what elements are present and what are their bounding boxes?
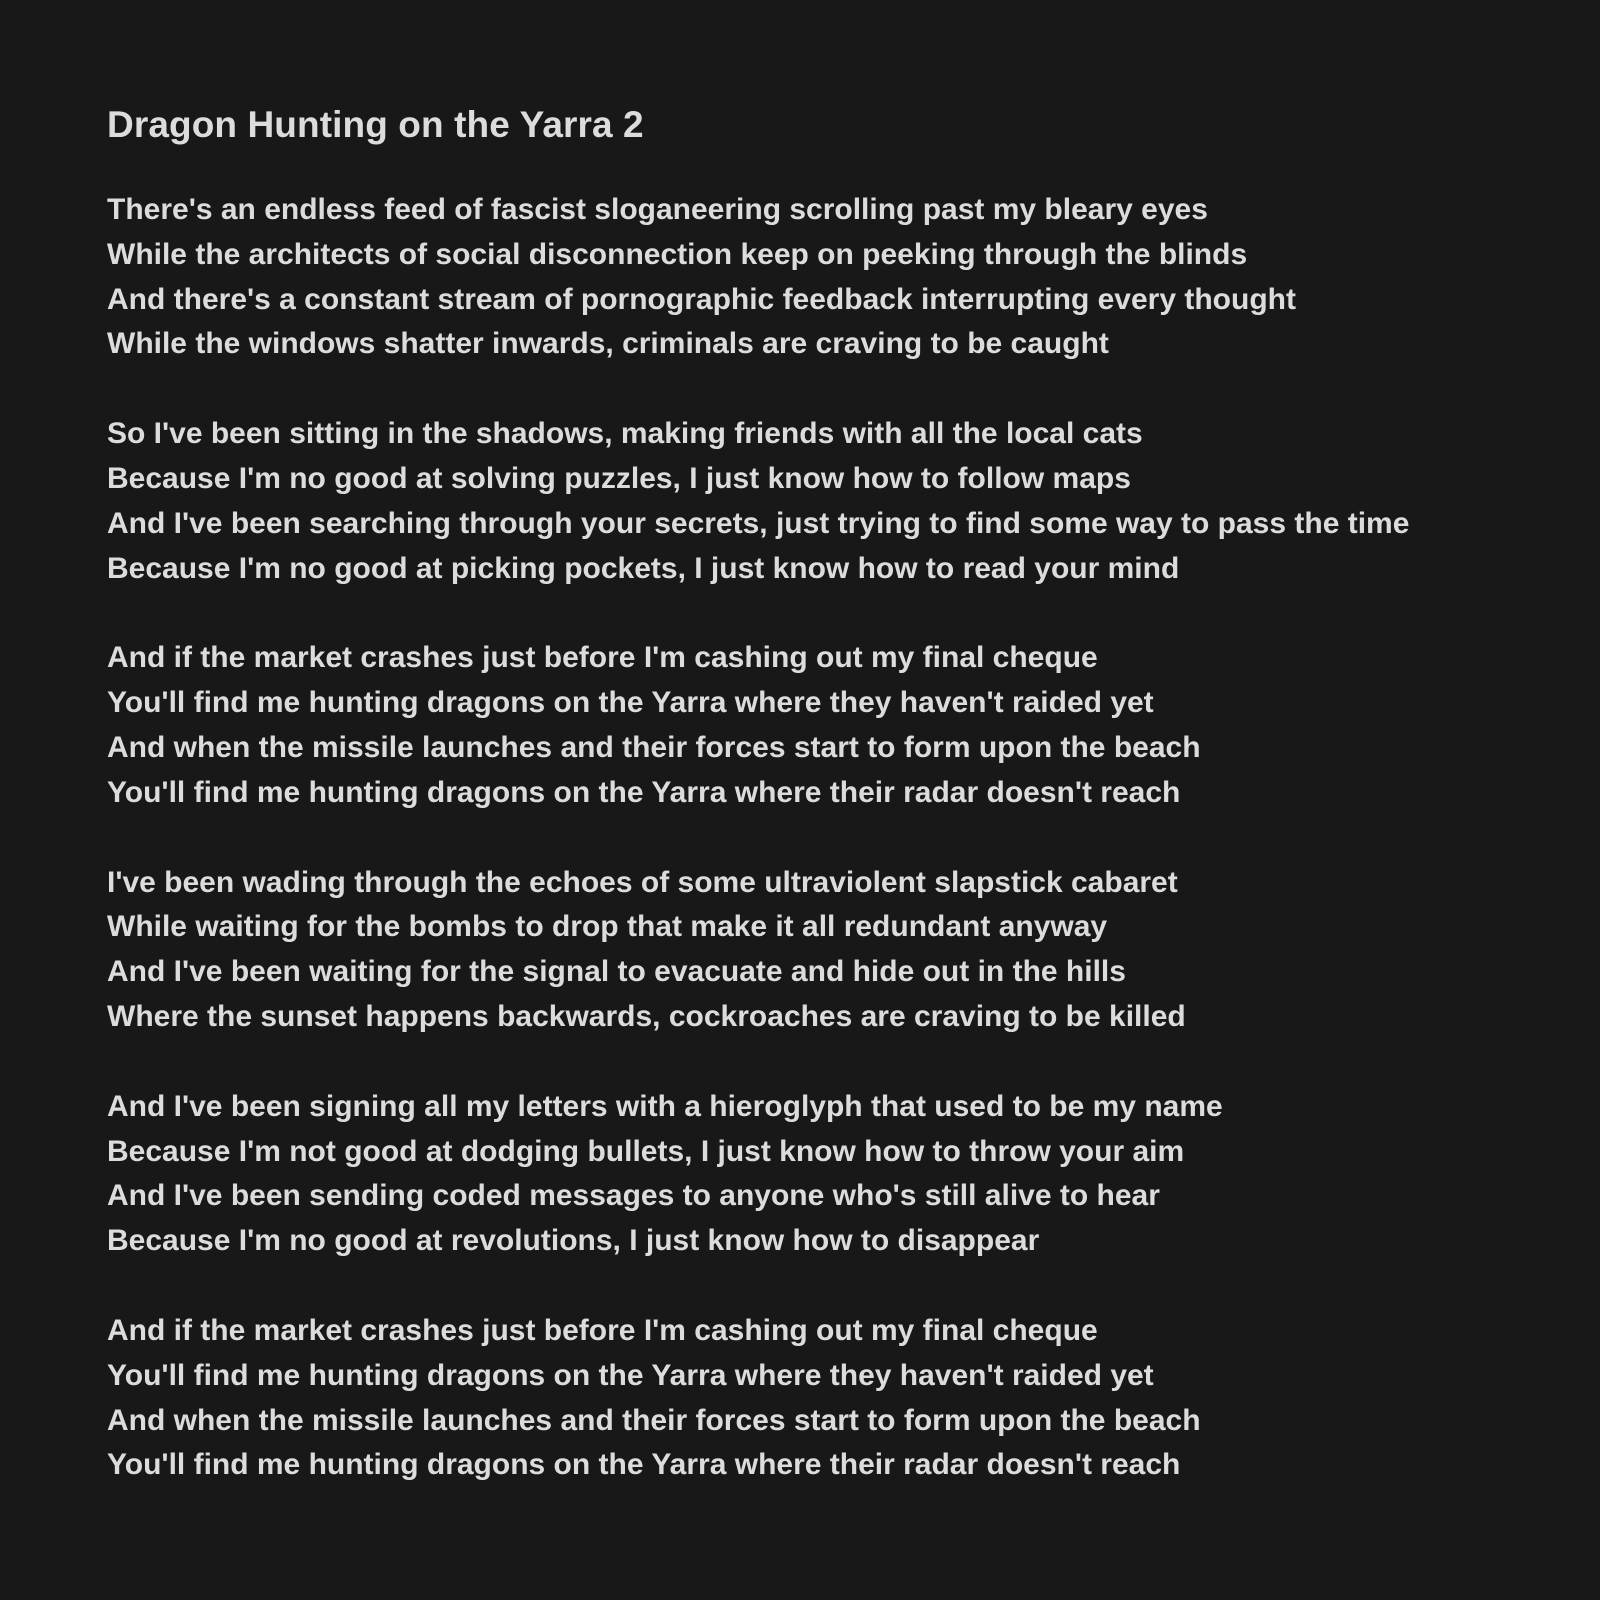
lyric-line: And when the missile launches and their forces start to form upon the beach — [107, 730, 1201, 764]
lyric-line: I've been wading through the echoes of some ultraviolent slapstick cabaret — [107, 865, 1178, 899]
stanza-3-chorus — [107, 636, 1600, 815]
lyric-line: And there's a constant stream of pornographic feedback interrupting every thought — [107, 282, 1296, 316]
lyric-line: So I've been sitting in the shadows, making friends with all the local cats — [107, 417, 1143, 451]
stanza-2 — [107, 412, 1600, 591]
lyric-line: You'll find me hunting dragons on the Yarra where their radar doesn't reach — [107, 1448, 1181, 1482]
poem-title: Dragon Hunting on the Yarra 2 — [107, 104, 644, 145]
lyric-line: Because I'm no good at solving puzzles, I just know how to follow maps — [107, 461, 1131, 495]
lyric-line: And I've been searching through your secrets, just trying to find some way to pass the time — [107, 506, 1410, 540]
stanza-6-chorus — [107, 1309, 1600, 1488]
stanza-5 — [107, 1085, 1600, 1264]
lyric-line: Where the sunset happens backwards, cockroaches are craving to be killed — [107, 999, 1186, 1033]
lyric-line: And I've been sending coded messages to anyone who's still alive to hear — [107, 1179, 1160, 1213]
lyric-line: You'll find me hunting dragons on the Yarra where their radar doesn't reach — [107, 775, 1181, 809]
lyric-line: And when the missile launches and their forces start to form upon the beach — [107, 1403, 1201, 1437]
lyric-line: And I've been signing all my letters with a hieroglyph that used to be my name — [107, 1089, 1223, 1123]
lyric-line: While waiting for the bombs to drop that make it all redundant anyway — [107, 910, 1108, 944]
lyric-line: While the architects of social disconnection keep on peeking through the blinds — [107, 237, 1248, 271]
stanza-4 — [107, 861, 1600, 1040]
lyric-line: Because I'm no good at picking pockets, I just know how to read your mind — [107, 551, 1180, 585]
lyric-line: Because I'm not good at dodging bullets, I just know how to throw your aim — [107, 1134, 1185, 1168]
lyric-line: There's an endless feed of fascist sloganeering scrolling past my bleary eyes — [107, 193, 1208, 226]
lyric-line: And if the market crashes just before I'm cashing out my final cheque — [107, 1313, 1098, 1347]
lyric-line: Because I'm no good at revolutions, I just know how to disappear — [107, 1224, 1040, 1258]
stanza-1 — [107, 188, 1600, 367]
lyric-line: While the windows shatter inwards, criminals are craving to be caught — [107, 327, 1109, 361]
lyric-line: You'll find me hunting dragons on the Yarra where they haven't raided yet — [107, 1358, 1154, 1392]
lyric-line: You'll find me hunting dragons on the Yarra where they haven't raided yet — [107, 686, 1154, 720]
lyric-line: And I've been waiting for the signal to evacuate and hide out in the hills — [107, 955, 1126, 989]
lyric-line: And if the market crashes just before I'm cashing out my final cheque — [107, 641, 1098, 675]
